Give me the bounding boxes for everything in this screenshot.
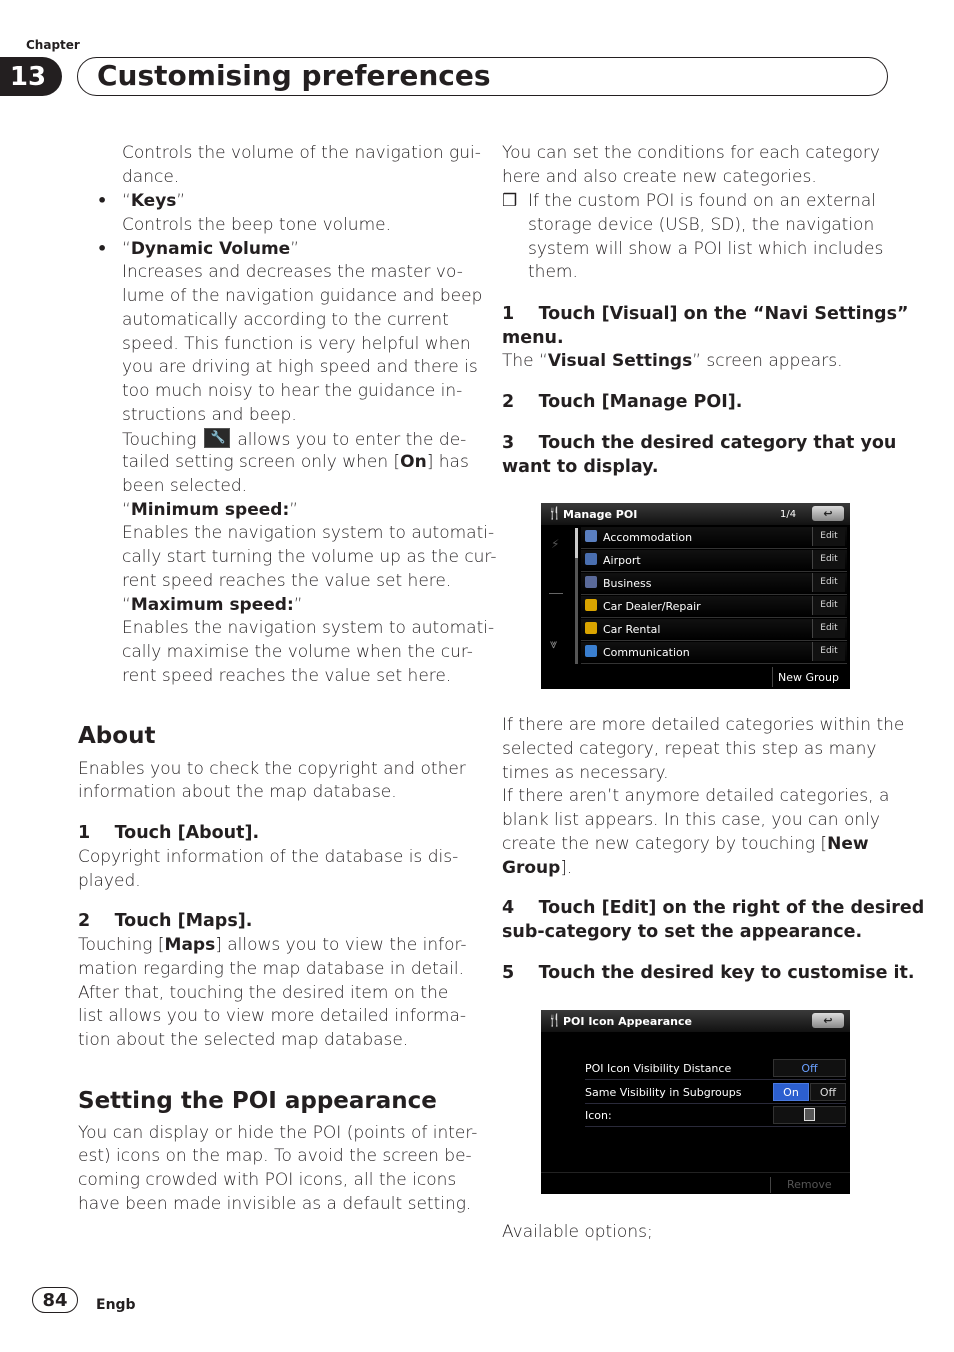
scroll-divider [549, 593, 563, 594]
text-line: structions and beep. [122, 405, 297, 425]
text-line: If the custom POI is found on an external [528, 191, 877, 211]
text-line: blank list appears. In this case, you can only [502, 810, 880, 830]
airport-icon [585, 553, 597, 565]
scrollbar-thumb[interactable] [575, 528, 578, 558]
text-line: If there are more detailed categories within the [502, 715, 905, 735]
about-step-2: 2 Touch [Maps]. [78, 911, 253, 931]
scroll-up-icon[interactable]: ⚡ [551, 537, 560, 551]
keys-item-title: “Keys” [122, 191, 186, 211]
text-line: dance. [122, 167, 180, 187]
icon-row [585, 1104, 846, 1127]
text-line: You can set the conditions for each category [502, 143, 880, 163]
text-line: Enables the navigation system to automati- [122, 523, 495, 543]
text-line: est) icons on the map. To avoid the screen be- [78, 1146, 472, 1166]
dynamic-volume-item-title: “Dynamic Volume” [122, 239, 300, 259]
text-line: have been made invisible as a default setting. [78, 1194, 472, 1214]
about-heading: About [78, 723, 156, 749]
text-line: Touching [Maps] allows you to view the infor- [78, 935, 467, 955]
visibility-distance-row [585, 1057, 846, 1080]
edit-button[interactable]: Edit [812, 596, 845, 615]
off-toggle-button[interactable]: Off [810, 1083, 846, 1101]
text-line: list allows you to view more detailed informa- [78, 1006, 467, 1026]
edit-button[interactable]: Edit [812, 642, 845, 661]
poi-step-3-cont: want to display. [502, 457, 659, 477]
poi-step-2: 2 Touch [Manage POI]. [502, 392, 743, 412]
poi-step-5: 5 Touch the desired key to customise it. [502, 963, 915, 983]
text-line: The “Visual Settings” screen appears. [502, 351, 843, 371]
text-line: cally maximise the volume when the cur- [122, 642, 473, 662]
text-line: speed. This function is very helpful when [122, 334, 471, 354]
icon-select-button[interactable] [773, 1106, 846, 1124]
divider [541, 1172, 850, 1173]
text-line: tailed setting screen only when [On] has [122, 452, 469, 472]
text-line: times as necessary. [502, 763, 669, 783]
option-label: Icon: [585, 1109, 612, 1122]
business-icon [585, 576, 597, 588]
poi-icon: 🍴 [547, 506, 562, 520]
list-item-label: Car Rental [603, 623, 661, 636]
poi-step-4: 4 Touch [Edit] on the right of the desired [502, 898, 925, 918]
list-item[interactable] [581, 573, 847, 595]
bullet: • [97, 191, 108, 210]
poi-step-4-cont: sub-category to set the appearance. [502, 922, 863, 942]
divider [772, 667, 773, 687]
text-line: Copyright information of the database is dis- [78, 847, 459, 867]
list-item[interactable] [581, 619, 847, 641]
back-icon[interactable]: ↩ [812, 1013, 844, 1028]
text-line: them. [528, 262, 578, 282]
text-line: coming crowded with POI icons, all the icons [78, 1170, 457, 1190]
poi-step-1-cont: menu. [502, 328, 564, 348]
text-line: create the new category by touching [New [502, 834, 869, 854]
text-line: Enables the navigation system to automati- [122, 618, 495, 638]
poi-icon-appearance-screenshot [541, 1010, 850, 1194]
text-line: you are driving at high speed and there is [122, 357, 478, 377]
screen-title: POI Icon Appearance [563, 1015, 692, 1028]
edit-button[interactable]: Edit [812, 619, 845, 638]
accommodation-icon [585, 530, 597, 542]
text-line: Increases and decreases the master vo- [122, 262, 463, 282]
text-line: mation regarding the map database in detail. [78, 959, 465, 979]
text-line: Controls the volume of the navigation gui- [122, 143, 481, 163]
manage-poi-screenshot [541, 503, 850, 689]
maximum-speed-title: “Maximum speed:” [122, 595, 303, 615]
same-visibility-row [585, 1081, 846, 1104]
option-label: POI Icon Visibility Distance [585, 1062, 732, 1075]
edit-button[interactable]: Edit [812, 527, 845, 546]
text-line: Available options; [502, 1222, 653, 1242]
poi-icon: 🍴 [547, 1013, 562, 1027]
list-item[interactable] [581, 642, 847, 664]
language-code: Engb [96, 1297, 136, 1313]
note-mark: ❒ [502, 191, 518, 211]
page-number: 84 [32, 1287, 78, 1313]
text-line: Enables you to check the copyright and other [78, 759, 466, 779]
poi-preview-icon [804, 1108, 815, 1121]
minimum-speed-title: “Minimum speed:” [122, 500, 299, 520]
wrench-icon: 🔧 [204, 428, 230, 448]
text-line: information about the map database. [78, 782, 397, 802]
text-line: selected category, repeat this step as many [502, 739, 877, 759]
text-line: tion about the selected map database. [78, 1030, 409, 1050]
divider [770, 1177, 771, 1193]
text-line: played. [78, 871, 141, 891]
screen-title: Manage POI [563, 508, 638, 521]
text-line: Touching 🔧 allows you to enter the de- [122, 430, 467, 450]
new-group-button[interactable]: New Group [778, 671, 839, 684]
text-line: automatically according to the current [122, 310, 449, 330]
list-item-label: Business [603, 577, 652, 590]
list-item-label: Communication [603, 646, 690, 659]
poi-step-3: 3 Touch the desired category that you [502, 433, 897, 453]
back-icon[interactable]: ↩ [812, 506, 844, 521]
chapter-label: Chapter [26, 38, 80, 52]
text-line: You can display or hide the POI (points of inter- [78, 1123, 478, 1143]
list-item[interactable] [581, 596, 847, 618]
visibility-distance-button[interactable]: Off [773, 1059, 846, 1077]
page-indicator: 1/4 [780, 509, 797, 520]
text-line: After that, touching the desired item on the [78, 983, 449, 1003]
text-line: lume of the navigation guidance and beep [122, 286, 483, 306]
remove-button[interactable]: Remove [787, 1178, 832, 1191]
text-line: Group]. [502, 858, 573, 878]
screen-title-bar [541, 1010, 850, 1032]
text-line: rent speed reaches the value set here. [122, 666, 452, 686]
text-line: rent speed reaches the value set here. [122, 571, 452, 591]
chapter-title: Customising preferences [97, 59, 491, 92]
text-line: been selected. [122, 476, 248, 496]
list-item-label: Accommodation [603, 531, 693, 544]
scroll-down-icon[interactable]: ⩔ [550, 637, 558, 652]
text-line: storage device (USB, SD), the navigation [528, 215, 875, 235]
chapter-number: 13 [0, 57, 62, 96]
list-item[interactable] [581, 527, 847, 549]
text-line: If there aren’t anymore detailed categories, a [502, 786, 890, 806]
on-toggle-button[interactable]: On [773, 1083, 809, 1101]
list-item-label: Airport [603, 554, 641, 567]
list-item[interactable] [581, 550, 847, 572]
bullet: • [97, 239, 108, 258]
car-rental-icon [585, 622, 597, 634]
text-line: system will show a POI list which includes [528, 239, 884, 259]
option-label: Same Visibility in Subgroups [585, 1086, 742, 1099]
edit-button[interactable]: Edit [812, 550, 845, 569]
car-dealer-icon [585, 599, 597, 611]
about-step-1: 1 Touch [About]. [78, 823, 260, 843]
list-item-label: Car Dealer/Repair [603, 600, 701, 613]
communication-icon [585, 645, 597, 657]
poi-appearance-heading: Setting the POI appearance [78, 1088, 437, 1114]
screen-title-bar [541, 503, 850, 525]
text-line: too much noisy to hear the guidance in- [122, 381, 463, 401]
edit-button[interactable]: Edit [812, 573, 845, 592]
text-line: Controls the beep tone volume. [122, 215, 392, 235]
text-line: here and also create new categories. [502, 167, 817, 187]
poi-step-1: 1 Touch [Visual] on the “Navi Settings” [502, 304, 909, 324]
text-line: cally start turning the volume up as the cur- [122, 547, 497, 567]
